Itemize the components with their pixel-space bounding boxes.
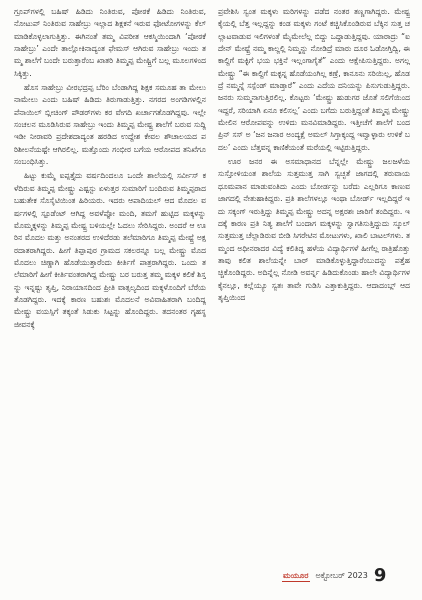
page-footer [282,566,386,586]
column-left [14,6,206,566]
issue-date: ಅಕ್ಟೋಬರ್ 2023 [315,571,368,580]
page-number: 9 [373,565,387,586]
article-body [14,6,410,566]
paragraph: ಹಿಟ್ಟು ಕುಮ್ಮೆ ಐಪ್ಪತ್ತೈದು ವರ್ಷದಿಂದಲೂ ಒಂದೇ ಶಾಲೆಯಲ್ಲಿ ಸರ್ವೀಸ್ ಕಳೆದಿರುವ ತಿಮ್ಮಪ್ಪ ಮೇಷ್ಟ್ರು ಎಷ್ಟಸ್ಟು ಏಳುತ್ತರ ಸುಮಾರಿಗೆ ಬಂದಿರುವ ತಿಮ್ಮಪ್ಪರಾದ ಬಹುತೇಕ ಸೊಸೈಟಿಯಿಂತ ಹಿರಿಯರು. ಇದರು ಆಪಾದಿಯಲ್ ಆದ ಮೊದಲ ವರ್ಷಗಳಲ್ಲಿ ಸ್ಟೂಡೆಂಟ್ ಆಗಿದ್ದ ಅವಳೆಪ್ಪೋ ಮಂದಿ, ತಮಗೆ ಹುಟ್ಟಿದ ಮಕ್ಕಳನ್ನು ಮೊಮ್ಮಕ್ಕಳನ್ನು ತಿಮ್ಮಪ್ಪ ಮೇಷ್ಟ್ರ ಬಳಿಯಲ್ಲೇ ಓದಲು ಸೇರಿಸಿದ್ದರು. ಅಂದರೆ ಆ ಊರಿನ ಮೊದಲ ಮತ್ತು ಅನಂತರದ ಉಳಿದೆರಡು ತಲೆಮಾರಿಗೂ ತಿಮ್ಮಪ್ಪ ಮೇಷ್ಟ್ರೆ ಅಕ್ಷರದಾತರಾಗಿದ್ದರು. ಹೀಗೆ ತಿಪ್ಪಾಪುರ ಗ್ರಾಮದ ಸಕಲರನ್ನೂ ಬಲ್ಲ ಮೇಷ್ಟ್ರು ಮೊದಮೊದಲು ಚಿಣ್ಣಾಗಿ ಹೊಡೆಯುತ್ತಾರೆಂದು ಕೀರ್ತಿಗೆ ಪಾತ್ರರಾಗಿದ್ದರು. ಒಂದು ತಲೆಮಾರಿಗೆ ಹೀಗೆ ಕೀರ್ತಿವಂತರಾಗಿದ್ದ ಮೇಷ್ಟ್ರು ಬರ ಬರುತ್ತ ತಮ್ಮ ಮಕ್ಕಳ ಕಲಿಕೆ ಶಿಸ್ತನ್ನು ಇನ್ನಷ್ಟು ತೃಪ್ತಿ, ನಿರಾಯಾಸದಿಂದ ಪ್ರೀತಿ ವಾತ್ಸಲ್ಯದಿಂದ ಮಕ್ಕಳೊಂದಿಗೆ ಬೆರೆಯತೊಡಗಿದ್ದರು. ಇದಕ್ಕೆ ಕಾರಣ ಬಹುಶಃ ಮೊದಲನೆ ಅವಿವಾಹಿತರಾಗಿ ಬಂದಿದ್ದ ಮೇಷ್ಟ್ರು ವಯಸ್ಸಿಗೆ ತಕ್ಕಂತೆ ಸಿಡುಕು ಸಿಟ್ಟನ್ನು ಹೊಂದಿದ್ದರು. ತದನಂತರ ಗೃಹಸ್ಥ ಜೀವನಕ್ಕೆ [14,171,206,329]
paragraph: ಪ್ರವೇಶಿಸಿ ಸ್ವಂತ ಮಕ್ಕಳು ಮರಿಗಳನ್ನು ಪಡೆದ ನಂತರ ತಣ್ಣಗಾಗಿದ್ದರು. ಮೇಷ್ಟ್ರ ಕೈಯಲ್ಲಿ ಬೆತ್ತ ಇಲ್ಲದ್ದನ್ನು ಕಂಡ ಮಕ್ಕಳು ಗಂಟೆ ಕಚ್ಚಿಸಿಕೊಂಡಿರುವ ಬೆಕ್ಕಿನ ಸುತ್ತ ಚಲ್ಲಾಟವಾಡುವ ಇಲಿಗಳಂತೆ ಮೈಮೇಲೆಲ್ಲ ಬಿದ್ದು ಒದ್ದಾಡುತ್ತಿದ್ದವು. ಯಾರಾದ್ರು “ಐದೇನ್ ಮೇಷ್ಟ್ರೆ ನಮ್ಮ ಕಾಲ್ದಲ್ಲಿ ನಿಮ್ಮನ್ನು ನೋಡಿದ್ರೆ ಮಾರು ದೂರ ಓಡೋಗ್ತಿದ್ವಿ, ಈ ಕಾಲ್ದಿಗೆ ಮಕ್ಳಿಗೆ ಭಯ ಭಕ್ತಿನೆ ಇಲ್ಲಂಗಾಗೈತೆ” ಎಂದು ಆಕ್ಷೇಪಿಸುತ್ತಿದ್ದರು. ಅಗಲ್ಲ ಮೇಷ್ಟ್ರು “ಈ ಕಾಲ್ದಿಗೆ ಮಕ್ಳನ್ನ ಹೊಡೆಯಂಗಿಲ್ಲ ಕಣ್ರೆ, ಕಾನೂನು ಸರಿಯಿಲ್ಲ, ಹೊಡದ್ರೆ ನಮ್ಮನ್ನೆ ಸಸ್ಪೆಂಡ್ ಮಾಡ್ತಾರೆ” ಎಂದು ಎದೆಯ ದನಿಯನ್ನು ಪಿಸುಗುಡುತ್ತಿದ್ದರು. ಜನರು ಸುಮ್ಮನಾಗುತ್ತಿರಲಿಲ್ಲ. ಕೊಟ್ಟರು ‘ಮೇಷ್ಟ್ರು ಹುಡುಗರ ಜೊತೆ ಸಲಿಗೆಯಿಂದ ಇದ್ದರೆ, ಸರಿಯಾಗಿ ಏನೂ ಕಲಿಸಲ್ಲ’ ಎಂದು ಬಗೆದು ಬರುತ್ತಿದ್ದಂತೆ ತಿಮ್ಮಪ್ಪ ಮೇಷ್ಟ್ರು ಮೇಲಿನ ಆರೋಪವನ್ನು ಉಳಿದು ಮನವಿಮಾಡಿದ್ದರು. ಇತ್ತೀಚೆಗೆ ಶಾಲೆಗೆ ಬಂದ ಪ್ರಿನ್ ಸಸ್ ಅ ‘ಜನ ಜನಾರ ಅಂದ್ಯಕ್ಷೆ ಅಮಲ್ ಸಿಗ್ತಾಕ್ಕಂದ್ದ ಇವ್ವಾಳ್ಳಾರು ಉಳಿಕೆ ಬದಲ’ ಎಂದು ಬೆತ್ತವನ್ನ ಕಾಣಿಕೆಯಂತೆ ಮರೆಯಲ್ಲಿ ಇಟ್ಟಿರುತ್ತಿದ್ದರು. [218,7,410,152]
paragraph: ಹೊಸ ಸಾಹೇಬ್ರು ವೀರಭದ್ರಪ್ಪ ಬೆರಿಂ ಬೆಂಡಾಗಿದ್ದ ಶಿಕ್ಷಕ ಸಮೂಹ ತಾ ಮೇಲು ನಾಮೇಲು ಎಂದು ಬಹಿಷ್ ಹಿಡಿದು ತಿರುಗಾಡುತ್ತಿತ್ತು. ನಗರದ ಅಂಗಡಿಗಳಲ್ಲಿನ ಪೆನಾಯಿಲ್ ಬ್ಲೀಚಿಂಗ್ ಪೌಡರ್‌ಗಳು ಕರ ವೇಗದಿ ಖರ್ಚಾಗತೊಡಗಿದ್ದವು. ಇಲ್ಲೇ ಸಂಚಲನ ಮೂಡಿಸಿರುವ ಸಾಹೇಬ್ರು ಇಂದು ತಿಮ್ಮಪ್ಪ ಮೇಷ್ಟ್ರ ಶಾಲೆಗೆ ಬರುವ ಸುದ್ದಿ ಇಡೀ ನೀರಾವರಿ ಪ್ರದೇಶದಾದ್ಯಂತ ಹರಡಿದ ಉದ್ದೇಶ ಕೇವಲ ಶೌಚಾಲಯದ ಪರಿಶೀಲನೆಯಷ್ಟೇ ಆಗಿರಲಿಲ್ಲ. ಮತ್ತೊಂದು ಗಂಭೀರ ಬಗೆಯ ಆರೋಪದ ತನಿಖೆಗೂ ಸಂಬಂಧಿಸಿತ್ತು. [14,83,206,167]
paragraph: ಊರ ಜನರ ಈ ಅಸಮಾಧಾನದ ಬೆನ್ನಲ್ಲೇ ಮೇಷ್ಟ್ರು ಜಲಜಳೆಯ ಸುಸ್ತೋಳಿಯಂತ ಶಾಲೆಯ ಸುತ್ತಮುತ್ತ ಸಾಗಿ ಸ್ವಚ್ಛತೆ ಜಾಗದಲ್ಲಿ ತರುವಾಯ ಧೂಮಪಾನ ಮಾಡುವಂತಿದು ಎಂದು ಬೋರ್ಡನ್ನು ಬರೆದು ಎಲ್ಲರಿಗೂ ಕಾಣುವ ಜಾಗದಲ್ಲಿ ನೇತುಹಾಕಿದ್ದರು. ಪ್ರತಿ ಶಾಲೆಗಳಲ್ಲೂ ಇಂಥಾ ಬೋರ್ಡ್ ಇಲ್ಲದಿದ್ದರೆ ಇದು ಸಕ್ಕಂಗ್ ಇರುತ್ತಿದ್ದು ತಿಮ್ಮಪ್ಪ ಮೇಷ್ಟ್ರು ಅದನ್ನ ಅಕ್ಷರಶಃ ಜಾರಿಗೆ ತಂದಿದ್ದರು. ಇದಕ್ಕೆ ಕಾರಣ ಪ್ರತಿ ನಿತ್ಯ ಶಾಲೆಗೆ ಬಂದಾಗ ಮಕ್ಕಳನ್ನು ಸ್ವಾಗತಿಸುತ್ತಿದ್ದುದು ಸ್ಕೂಲ್ ಸುತ್ತಮುತ್ತ ಚೆಲ್ಲಾಡಿರುವ ಬೀಡಿ ಸಿಗರೇಟಿನ ಮೋಟುಗಳು, ಖಾಲಿ ಬಾಟಲ್‌ಗಳು. ತಮ್ಮಂದ ಅಧೀನರಾದರ ವಿದ್ಯೆ ಕಲಿತಿದ್ದ ಹಳೆಯ ವಿದ್ಯಾರ್ಥಿಗಳೆ ಹೀಗೆಲ್ಲ ರಾತ್ರಿಹೊತ್ತು ತಾವು ಕಲಿತ ಶಾಲೆಯನ್ನೇ ಬಾರ್ ಮಾಡಿಕೊಳ್ಳುತ್ತಿದ್ದಾರೆಂಬುದನ್ನು ಪತ್ತೆಹಚ್ಚಿಕೊಂಡಿದ್ದರು. ಅದಿನ್ನೆಲ್ಲ ನೋಡಿ ಅವರ್ನ್ನ ಹಿಡಿದುಕೊಂಡು ಹಾಲೇ ವಿದ್ಯಾರ್ಥಿಗಳ ಕೈನಲ್ಲೂ, ಕಲ್ಲೆಯ್ಯೂ ಸ್ವತಃ ತಾವೇ ಗುಡಿಸಿ ಎತ್ತಾಕುತ್ತಿದ್ದರು. ಆದಾದಂಬ್ಲ್ ಆದ ತೃಪ್ತಿಯಿಂದ [218,157,410,302]
paragraph: ಗ್ರೂಪ್‌ಗಳಲ್ಲಿ ಬಹಿಷ್ ಹಿಡಿದು ನಿಂತಿರುವ, ಪೋಠಕೆ ಹಿಡಿದು ನಿಂತಿರುವ, ನೋಟುಪ್ ನಿಂತಿರುವ ಸಾಹೇಬ್ರು ಇಲ್ಲಾದ ಶಿಕ್ಷಕನೆ ಇರುವ ಫೋಟೋಗಳನ್ನು ಕೆಲ್ ಮಾಡಿಕೊಳ್ಳಲಾಗುತ್ತಿತ್ತು. ಈಗಿನಂತೆ ತಮ್ಮ ವಿಪರೀತ ಆಕಸ್ಮಿಯಿಂದಾಗಿ ‘ಪೋಠಕೆ ಸಾಹೇಬ್ರು’ ಎಂದೇ ತಾಲ್ಲೋಕಿನಾದ್ಯಂತ ಫೇಮಸ್ ಆಗಿರುವ ಸಾಹೇಬ್ರು ಇಂದು ತಮ್ಮ ಶಾಲೆಗೆ ಬಂದೇ ಬರುತ್ತಾರೆಂಬ ಖಾತರಿ ತಿಮ್ಮಪ್ಪ ಮೇಷ್ಟ್ರಿಗೆ ಬಲ್ಲ ಮೂಲಗಳಿಂದ ಸಿಕ್ಕಿತ್ತು. [14,7,206,78]
column-right [218,6,410,566]
magazine-name: ಮಯೂರ [283,570,309,580]
